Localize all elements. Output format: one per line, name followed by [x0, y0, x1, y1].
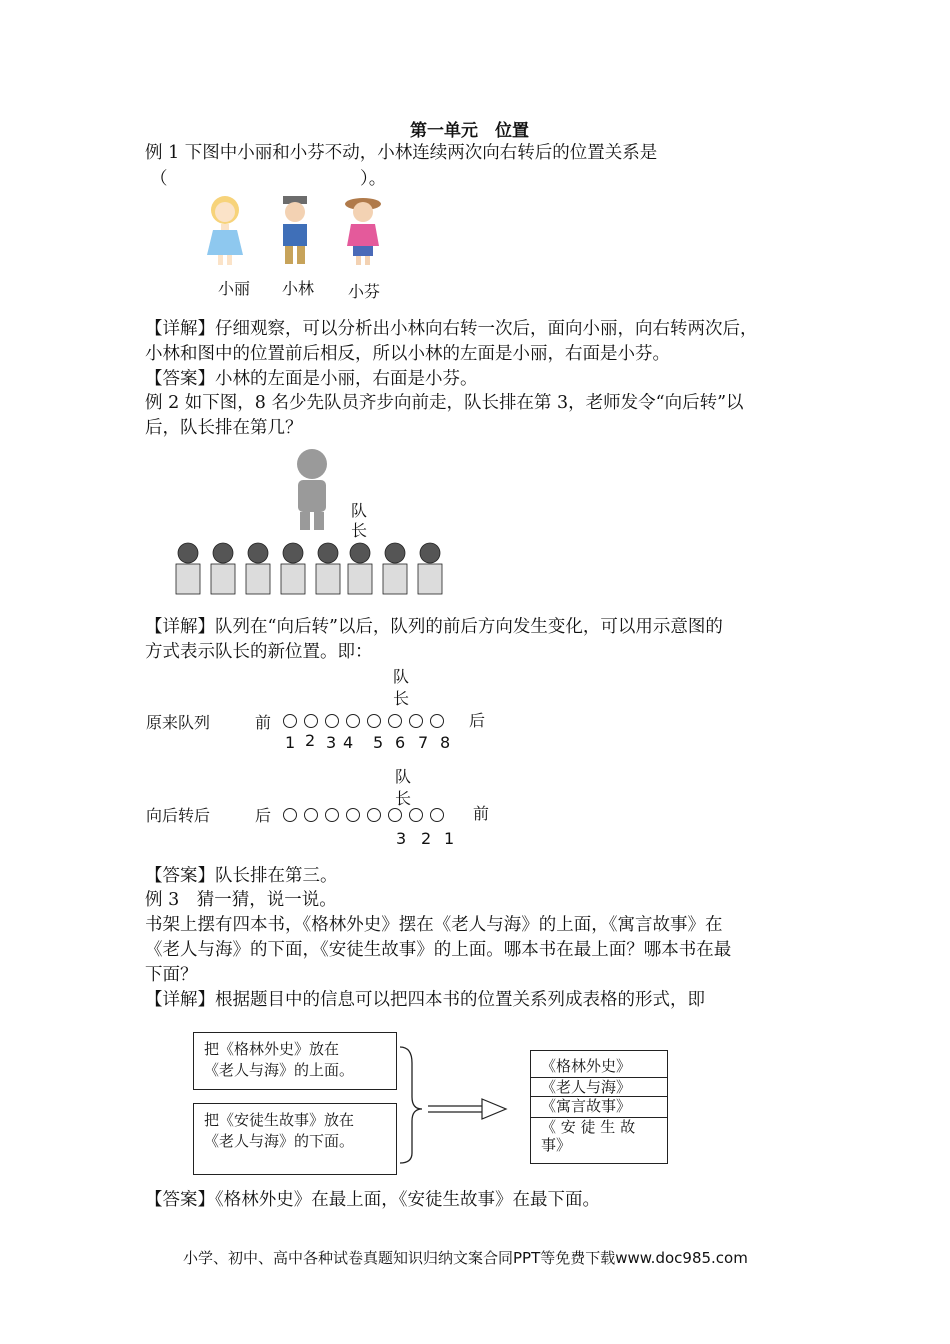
ex2-detail-line1: 【详解】队列在“向后转”以后，队列的前后方向发生变化，可以用示意图的 — [145, 617, 723, 637]
book-row-4-line1: 《 安 徒 生 故 — [541, 1118, 636, 1136]
ex3-detail: 【详解】根据题目中的信息可以把四本书的位置关系列成表格的形式，即 — [145, 990, 705, 1010]
page-footer: 小学、初中、高中各种试卷真题知识归纳文案合同PPT等免费下载www.doc985.com — [183, 1249, 748, 1267]
double-arrow-icon — [428, 1099, 506, 1119]
statement-box-2-line2: 《老人与海》的下面。 — [204, 1132, 355, 1150]
girl-xiaofen-figure — [345, 198, 381, 265]
page-title: 第一单元 位置 — [410, 121, 529, 141]
ex1-answer-blank: （ ）。 — [150, 169, 387, 189]
row1-back: 后 — [469, 711, 486, 730]
row2-label: 向后转后 — [146, 806, 211, 825]
captain-label-char2: 长 — [351, 521, 368, 540]
girl-xiaoli-figure — [207, 196, 243, 265]
pioneers-illustration — [160, 440, 460, 600]
book-row-3: 《寓言故事》 — [531, 1097, 667, 1118]
row2-back: 前 — [473, 804, 490, 823]
ex3-question-line3: 下面？ — [145, 965, 198, 985]
pioneer-row — [176, 543, 442, 594]
boy-xiaolin-figure — [283, 196, 307, 264]
curly-brace-icon — [400, 1047, 422, 1163]
row2-circles — [283, 804, 451, 824]
brace-arrow-graphic — [398, 1045, 513, 1165]
row1-label: 原来队列 — [146, 713, 211, 732]
statement-box-2 — [193, 1103, 397, 1175]
row1-captain-char1: 队 — [393, 667, 410, 686]
teacher-figure — [297, 449, 327, 530]
ex3-answer: 【答案】《格林外史》在最上面，《安徒生故事》在最下面。 — [145, 1190, 600, 1210]
ex1-question-line1: 例 1 下图中小丽和小芬不动，小林连续两次向右转后的位置关系是 — [145, 143, 658, 163]
book-row-4 — [531, 1118, 667, 1164]
row1-numbers: 1 2 3 4 5 6 7 8 — [285, 731, 451, 752]
ex2-answer: 【答案】队长排在第三。 — [145, 866, 338, 886]
book-row-4-line2: 事》 — [541, 1136, 572, 1154]
ex2-detail-line2: 方式表示队长的新位置。即： — [145, 642, 373, 662]
captain-label-char1: 队 — [351, 501, 368, 520]
name-xiaofen: 小芬 — [348, 282, 381, 301]
ex3-title: 例 3 猜一猜，说一说。 — [145, 890, 337, 910]
statement-box-1-line1: 把《格林外史》放在 — [204, 1040, 340, 1058]
row1-captain-char2: 长 — [393, 689, 410, 708]
statement-box-2-line1: 把《安徒生故事》放在 — [204, 1111, 355, 1129]
row1-circles — [283, 710, 451, 730]
ex1-detail-line1: 【详解】仔细观察，可以分析出小林向右转一次后，面向小丽，向右转两次后， — [145, 319, 758, 339]
row2-numbers: 3 2 1 — [396, 829, 455, 848]
book-row-1: 《格林外史》 — [531, 1051, 667, 1078]
row2-front: 后 — [255, 806, 272, 825]
ex3-question-line1: 书架上摆有四本书，《格林外史》摆在《老人与海》的上面，《寓言故事》在 — [145, 915, 723, 935]
statement-box-1-line2: 《老人与海》的上面。 — [204, 1061, 355, 1079]
book-row-2: 《老人与海》 — [531, 1078, 667, 1097]
row2-captain-char2: 长 — [395, 789, 412, 808]
ex1-answer: 【答案】小林的左面是小丽，右面是小芬。 — [145, 369, 478, 389]
statement-box-1 — [193, 1032, 397, 1090]
ex2-question-line1: 例 2 如下图，8 名少先队员齐步向前走，队长排在第 3，老师发令“向后转”以 — [145, 393, 744, 413]
row1-front: 前 — [255, 713, 272, 732]
name-xiaoli: 小丽 — [218, 279, 251, 298]
name-xiaolin: 小林 — [282, 279, 315, 298]
book-order-table — [530, 1050, 668, 1164]
ex1-detail-line2: 小林和图中的位置前后相反，所以小林的左面是小丽，右面是小芬。 — [145, 344, 670, 364]
children-illustration — [195, 190, 405, 270]
ex2-question-line2: 后，队长排在第几？ — [145, 418, 303, 438]
row2-captain-char1: 队 — [395, 767, 412, 786]
ex3-question-line2: 《老人与海》的下面，《安徒生故事》的上面。哪本书在最上面？哪本书在最 — [145, 940, 732, 960]
